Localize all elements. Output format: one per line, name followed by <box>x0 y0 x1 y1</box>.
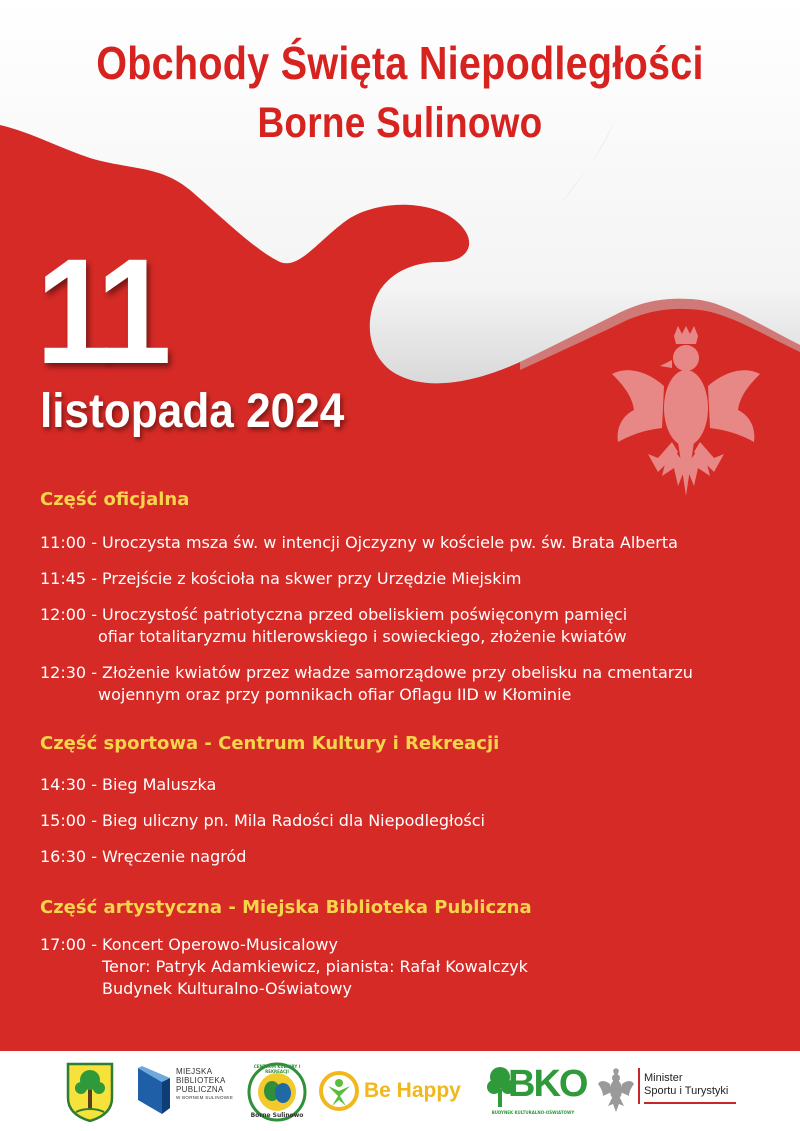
program-item <box>40 810 770 832</box>
ministry-line: Sportu i Turystyki <box>644 1085 729 1097</box>
open-book-icon <box>136 1064 172 1116</box>
bko-letters: BKO <box>508 1063 587 1105</box>
library-logo <box>136 1062 234 1122</box>
section-sports <box>40 732 770 868</box>
event-program <box>40 488 770 1000</box>
program-item <box>40 568 770 590</box>
program-item <box>40 774 770 796</box>
polish-eagle-icon <box>612 326 760 496</box>
ckir-ring-text: CENTRUM KULTURY I REKREACJI <box>253 1064 301 1074</box>
ckir-bottom-text: Borne Sulinowo <box>250 1112 304 1119</box>
page-title: Obchody Święta Niepodległości <box>96 37 704 89</box>
ministry-logo <box>598 1062 738 1122</box>
program-item-continuation: Budynek Kulturalno-Oświatowy <box>102 979 352 998</box>
program-item-text: 15:00 - Bieg uliczny pn. Mila Radości dla Niepodległości <box>40 811 485 830</box>
section-arts <box>40 896 770 1000</box>
program-item-continuation: Tenor: Patryk Adamkiewicz, pianista: Rafał Kowalczyk <box>102 957 528 976</box>
date-month-year: listopada 2024 <box>40 385 345 438</box>
page-subtitle-location: Borne Sulinowo <box>257 99 543 147</box>
bko-subtitle: BUDYNEK KULTURALNO-OŚWIATOWY <box>491 1110 575 1115</box>
library-logo-line: W BORNEM SULINOWIE <box>176 1095 234 1100</box>
program-item-text: 11:00 - Uroczysta msza św. w intencji Ojczyzny w kościele pw. św. Brata Alberta <box>40 533 678 552</box>
program-item-continuation: wojennym oraz przy pomnikach ofiar Oflagu IID w Kłominie <box>98 685 572 704</box>
be-happy-logo <box>318 1062 470 1122</box>
program-item-text: 17:00 - Koncert Operowo-Musicalowy <box>40 935 338 954</box>
program-item <box>40 532 770 554</box>
program-item <box>40 662 770 706</box>
be-happy-text: Be Happy <box>364 1079 461 1102</box>
eagle-emblem-icon <box>598 1068 634 1112</box>
program-item <box>40 934 770 1000</box>
program-item <box>40 604 770 648</box>
section-title: Część artystyczna - Miejska Biblioteka Publiczna <box>40 897 532 918</box>
library-logo-line: MIEJSKA <box>176 1067 213 1076</box>
section-title: Część sportowa - Centrum Kultury i Rekreacji <box>40 733 500 754</box>
section-title: Część oficjalna <box>40 489 190 510</box>
ckir-logo <box>246 1062 308 1122</box>
ministry-underline <box>644 1102 736 1104</box>
ministry-divider <box>638 1068 640 1104</box>
happy-figure-icon <box>318 1070 360 1112</box>
program-item-text: 12:30 - Złożenie kwiatów przez władze samorządowe przy obelisku na cmentarzu <box>40 663 693 682</box>
date-day: 11 <box>36 227 165 395</box>
library-logo-line: BIBLIOTEKA <box>176 1076 226 1085</box>
program-item <box>40 846 770 868</box>
gmina-coat-of-arms-icon <box>66 1062 114 1122</box>
program-item-continuation: ofiar totalitaryzmu hitlerowskiego i sowieckiego, złożenie kwiatów <box>98 627 627 646</box>
program-item-text: 16:30 - Wręczenie nagród <box>40 847 247 866</box>
program-item-text: 14:30 - Bieg Maluszka <box>40 775 217 794</box>
library-logo-line: PUBLICZNA <box>176 1085 224 1094</box>
bko-logo <box>486 1062 587 1122</box>
section-official <box>40 488 770 706</box>
program-item-text: 12:00 - Uroczystość patriotyczna przed obeliskiem poświęconym pamięci <box>40 605 628 624</box>
ministry-line: Minister <box>644 1072 683 1084</box>
program-item-text: 11:45 - Przejście z kościoła na skwer przy Urzędzie Miejskim <box>40 569 522 588</box>
